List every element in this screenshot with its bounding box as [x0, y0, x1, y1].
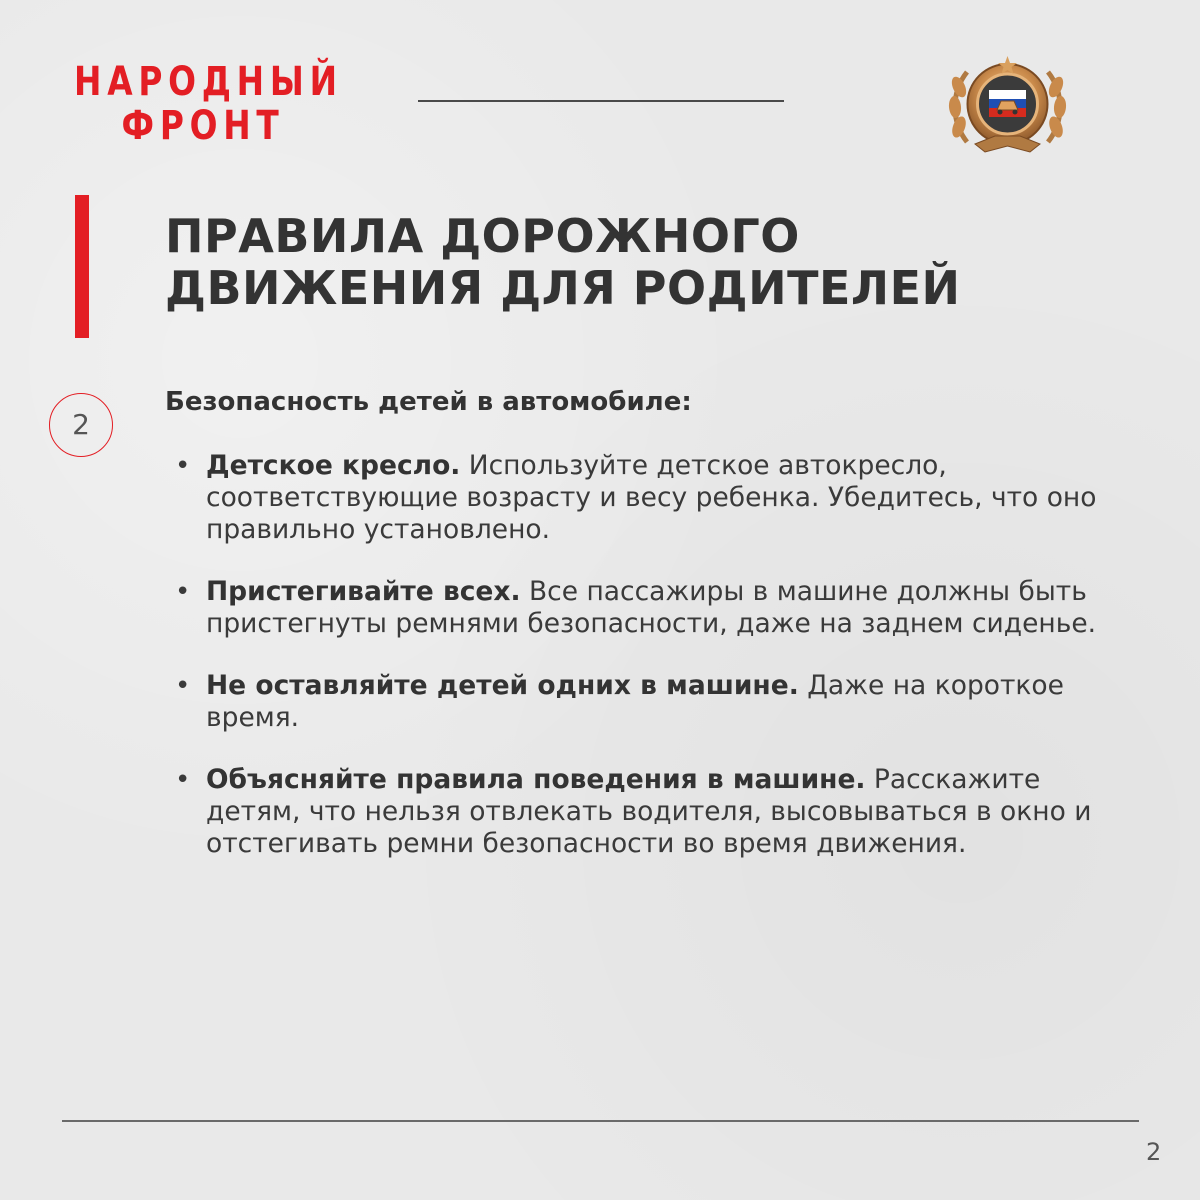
page-title-line1: ПРАВИЛА ДОРОЖНОГО	[165, 209, 800, 263]
section-heading: Безопасность детей в автомобиле:	[165, 387, 692, 417]
list-item-title: Пристегивайте всех.	[206, 576, 521, 607]
list-item-text: Даже на короткое время.	[206, 670, 1064, 733]
road-police-emblem-icon	[945, 52, 1070, 162]
list-item-text: Расскажите детям, что нельзя отвлекать водителя, высовываться в окно и отстегивать ремни безопасности во время движения.	[206, 764, 1092, 859]
header-divider	[418, 100, 784, 102]
bullet-icon: •	[175, 577, 191, 607]
page-title-line2: ДВИЖЕНИЯ ДЛЯ РОДИТЕЛЕЙ	[165, 261, 961, 315]
tips-list	[170, 450, 1130, 890]
bullet-icon: •	[175, 765, 191, 795]
section-number-badge: 2	[49, 393, 113, 457]
list-item	[170, 450, 1130, 546]
list-item-title: Детское кресло.	[206, 450, 461, 481]
brand-logo-line2: ФРОНТ	[121, 103, 285, 149]
list-item-title: Объясняйте правила поведения в машине.	[206, 764, 866, 795]
title-accent-bar	[75, 195, 89, 338]
brand-logo	[74, 60, 343, 148]
brand-logo-line1: НАРОДНЫЙ	[74, 59, 343, 105]
bullet-icon: •	[175, 671, 191, 701]
footer-divider	[62, 1120, 1139, 1122]
list-item	[170, 764, 1130, 860]
list-item	[170, 576, 1130, 640]
list-item-text: Все пассажиры в машине должны быть пристегнуты ремнями безопасности, даже на заднем сиденье.	[206, 576, 1097, 639]
list-item-title: Не оставляйте детей одних в машине.	[206, 670, 799, 701]
page-title	[165, 210, 961, 314]
list-item-text: Используйте детское автокресло, соответствующие возрасту и весу ребенка. Убедитесь, что оно правильно установлено.	[206, 450, 1097, 545]
list-item	[170, 670, 1130, 734]
page-number: 2	[1146, 1138, 1162, 1166]
bullet-icon: •	[175, 451, 191, 481]
